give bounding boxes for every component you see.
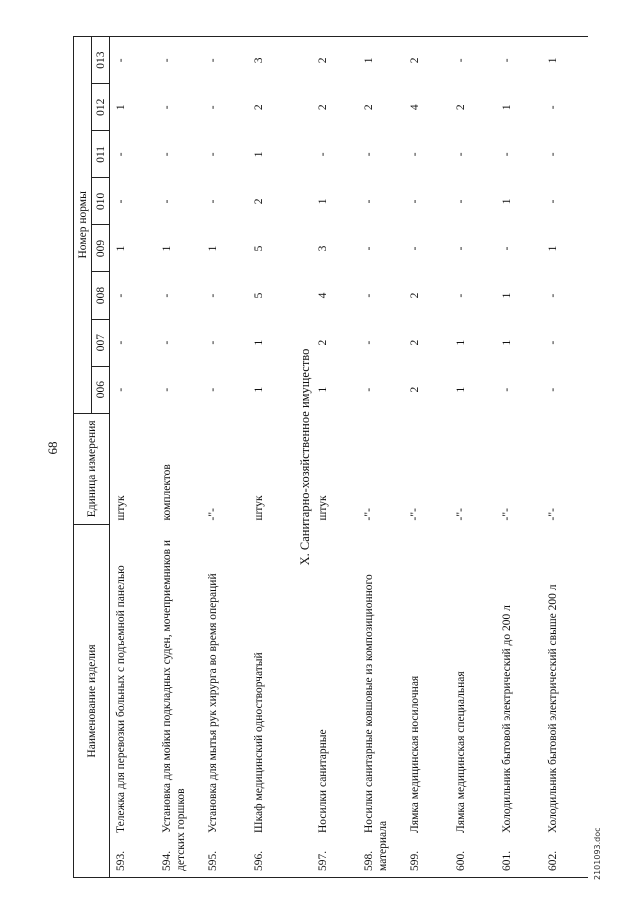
norm-value: 1 (252, 151, 265, 158)
item-number: 596. (252, 850, 265, 871)
header-norm-code: 011 (92, 131, 110, 178)
item-number: 594. (160, 850, 173, 871)
header-norm-code: 012 (92, 84, 110, 131)
item-unit: -"- (362, 508, 375, 521)
norm-value: 2 (408, 292, 421, 299)
item-unit: -"- (454, 508, 467, 521)
norm-value: - (316, 152, 329, 157)
header-unit: Единица измерения (74, 413, 110, 524)
norm-value: 2 (316, 104, 329, 111)
norm-value: - (206, 152, 219, 157)
item-unit: -"- (500, 508, 513, 521)
item-name: Установка для мойки подкладных суден, мочеприемников и детских горшков (160, 539, 187, 871)
norm-value: - (160, 152, 173, 157)
norm-value: - (546, 152, 559, 157)
item-name-cell (202, 524, 248, 877)
norm-value: - (546, 199, 559, 204)
norm-value: 4 (408, 104, 421, 111)
norm-value: - (362, 199, 375, 204)
norm-value: 2 (316, 339, 329, 346)
table-row (202, 37, 248, 878)
header-norm-code: 013 (92, 37, 110, 84)
table-row (542, 37, 588, 878)
norm-value: - (454, 152, 467, 157)
norm-value: - (454, 293, 467, 298)
header-norm-code: 010 (92, 178, 110, 225)
header-norm-code: 009 (92, 225, 110, 272)
item-unit: -"- (206, 508, 219, 521)
norm-value: - (202, 37, 248, 84)
table-row (248, 37, 294, 878)
norm-value: - (115, 340, 127, 345)
norm-value: 3 (248, 37, 294, 84)
norm-value: 2 (404, 37, 450, 84)
page-number: 68 (45, 441, 60, 455)
item-name: Носилки санитарные ковшовые из композиционного материала (362, 574, 389, 871)
norm-value: - (500, 387, 513, 392)
norm-value: 2 (312, 37, 358, 84)
norm-value: 3 (316, 245, 329, 252)
norm-value: 1 (500, 339, 513, 346)
norm-value: 1 (206, 245, 219, 252)
norm-value: 4 (316, 292, 329, 299)
norm-value: - (408, 199, 421, 204)
norm-value: 1 (316, 386, 329, 393)
norm-value: 2 (408, 386, 421, 393)
norm-value: - (156, 37, 202, 84)
item-name: Холодильник бытовой электрический свыше 200 л (546, 584, 559, 833)
item-name-cell (404, 524, 450, 877)
item-number: 600. (454, 850, 467, 871)
rotated-page (45, 18, 605, 878)
norm-value: 2 (408, 339, 421, 346)
item-number: 602. (546, 850, 559, 871)
norm-value: - (362, 293, 375, 298)
norm-value: - (160, 387, 173, 392)
header-norm-group: Номер нормы (74, 37, 92, 414)
norm-value: 1 (252, 386, 265, 393)
table-row (496, 37, 542, 878)
norm-value: - (206, 340, 219, 345)
item-unit: -"- (408, 508, 421, 521)
norm-value: - (115, 199, 127, 204)
item-number: 601. (500, 850, 513, 871)
table-row (156, 37, 202, 878)
norm-value: 1 (546, 245, 559, 252)
item-name-cell (156, 524, 202, 877)
norm-value: - (160, 340, 173, 345)
norm-value: - (115, 152, 127, 157)
item-name-cell (358, 524, 404, 877)
item-name: Шкаф медицинский одностворчатый (252, 652, 265, 833)
norm-value: - (206, 293, 219, 298)
item-number: 595. (206, 850, 219, 871)
equipment-norms-table (73, 36, 588, 878)
norm-value: - (454, 199, 467, 204)
norm-value: - (206, 199, 219, 204)
item-unit: комплектов (160, 464, 173, 521)
norm-value: - (160, 199, 173, 204)
item-name-cell (248, 524, 294, 877)
table-row (312, 37, 358, 878)
header-name: Наименование изделия (74, 524, 110, 877)
item-name: Тележка для перевозки больных с подъемной панелью (115, 565, 127, 833)
item-name: Лямка медицинская носилочная (408, 675, 421, 833)
norm-value: 2 (252, 104, 265, 111)
norm-value: - (206, 387, 219, 392)
norm-value: 5 (252, 245, 265, 252)
norm-value: 1 (252, 339, 265, 346)
item-number: 593. (115, 850, 127, 871)
norm-value: - (496, 37, 542, 84)
norm-value: - (500, 152, 513, 157)
item-name-cell (312, 524, 358, 877)
norm-value: 2 (252, 198, 265, 205)
item-unit: штук (316, 495, 329, 521)
norm-value: - (206, 105, 219, 110)
norm-value: - (408, 246, 421, 251)
table-row (404, 37, 450, 878)
header-norm-code: 008 (92, 272, 110, 319)
header-norm-code: 007 (92, 319, 110, 366)
section-title: X. Санитарно-хозяйственное имущество (294, 37, 312, 878)
norm-value: - (408, 152, 421, 157)
table-row (450, 37, 496, 878)
item-name-cell (542, 524, 588, 877)
norm-value: 1 (358, 37, 404, 84)
norm-value: - (546, 387, 559, 392)
norm-value: 1 (115, 104, 127, 111)
norm-value: 1 (500, 104, 513, 111)
footer-note: 2101093.doc (593, 827, 602, 880)
table-row (110, 37, 156, 878)
item-name: Носилки санитарные (316, 729, 329, 833)
norm-value: 1 (160, 245, 173, 252)
norm-value: - (110, 37, 156, 84)
item-name: Установка для мытья рук хирурга во время операций (206, 573, 219, 833)
item-name-cell (110, 524, 156, 877)
norm-value: - (362, 387, 375, 392)
item-number: 597. (316, 850, 329, 871)
norm-value: 1 (542, 37, 588, 84)
norm-value: - (454, 246, 467, 251)
norm-value: 1 (316, 198, 329, 205)
norm-value: - (160, 105, 173, 110)
norm-value: - (362, 340, 375, 345)
norm-value: 5 (252, 292, 265, 299)
norm-value: - (362, 152, 375, 157)
norm-value: 2 (454, 104, 467, 111)
norm-value: 2 (362, 104, 375, 111)
item-name-cell (450, 524, 496, 877)
norm-value: - (115, 387, 127, 392)
norm-value: - (160, 293, 173, 298)
norm-value: - (115, 293, 127, 298)
table-row (358, 37, 404, 878)
item-unit: штук (115, 495, 127, 521)
norm-value: - (450, 37, 496, 84)
item-name: Холодильник бытовой электрический до 200 л (500, 605, 513, 833)
norm-value: 1 (454, 386, 467, 393)
norm-value: 1 (454, 339, 467, 346)
norm-value: - (362, 246, 375, 251)
norm-value: - (546, 293, 559, 298)
norm-value: - (546, 105, 559, 110)
norm-value: - (500, 246, 513, 251)
item-number: 599. (408, 850, 421, 871)
item-number: 598. (362, 850, 375, 871)
item-name: Лямка медицинская специальная (454, 671, 467, 833)
norm-value: - (546, 340, 559, 345)
norm-value: 1 (500, 292, 513, 299)
item-name-cell (496, 524, 542, 877)
header-norm-code: 006 (92, 366, 110, 413)
item-unit: штук (252, 495, 265, 521)
norm-value: 1 (500, 198, 513, 205)
section-row (294, 37, 312, 878)
item-unit: -"- (546, 508, 559, 521)
norm-value: 1 (115, 245, 127, 252)
